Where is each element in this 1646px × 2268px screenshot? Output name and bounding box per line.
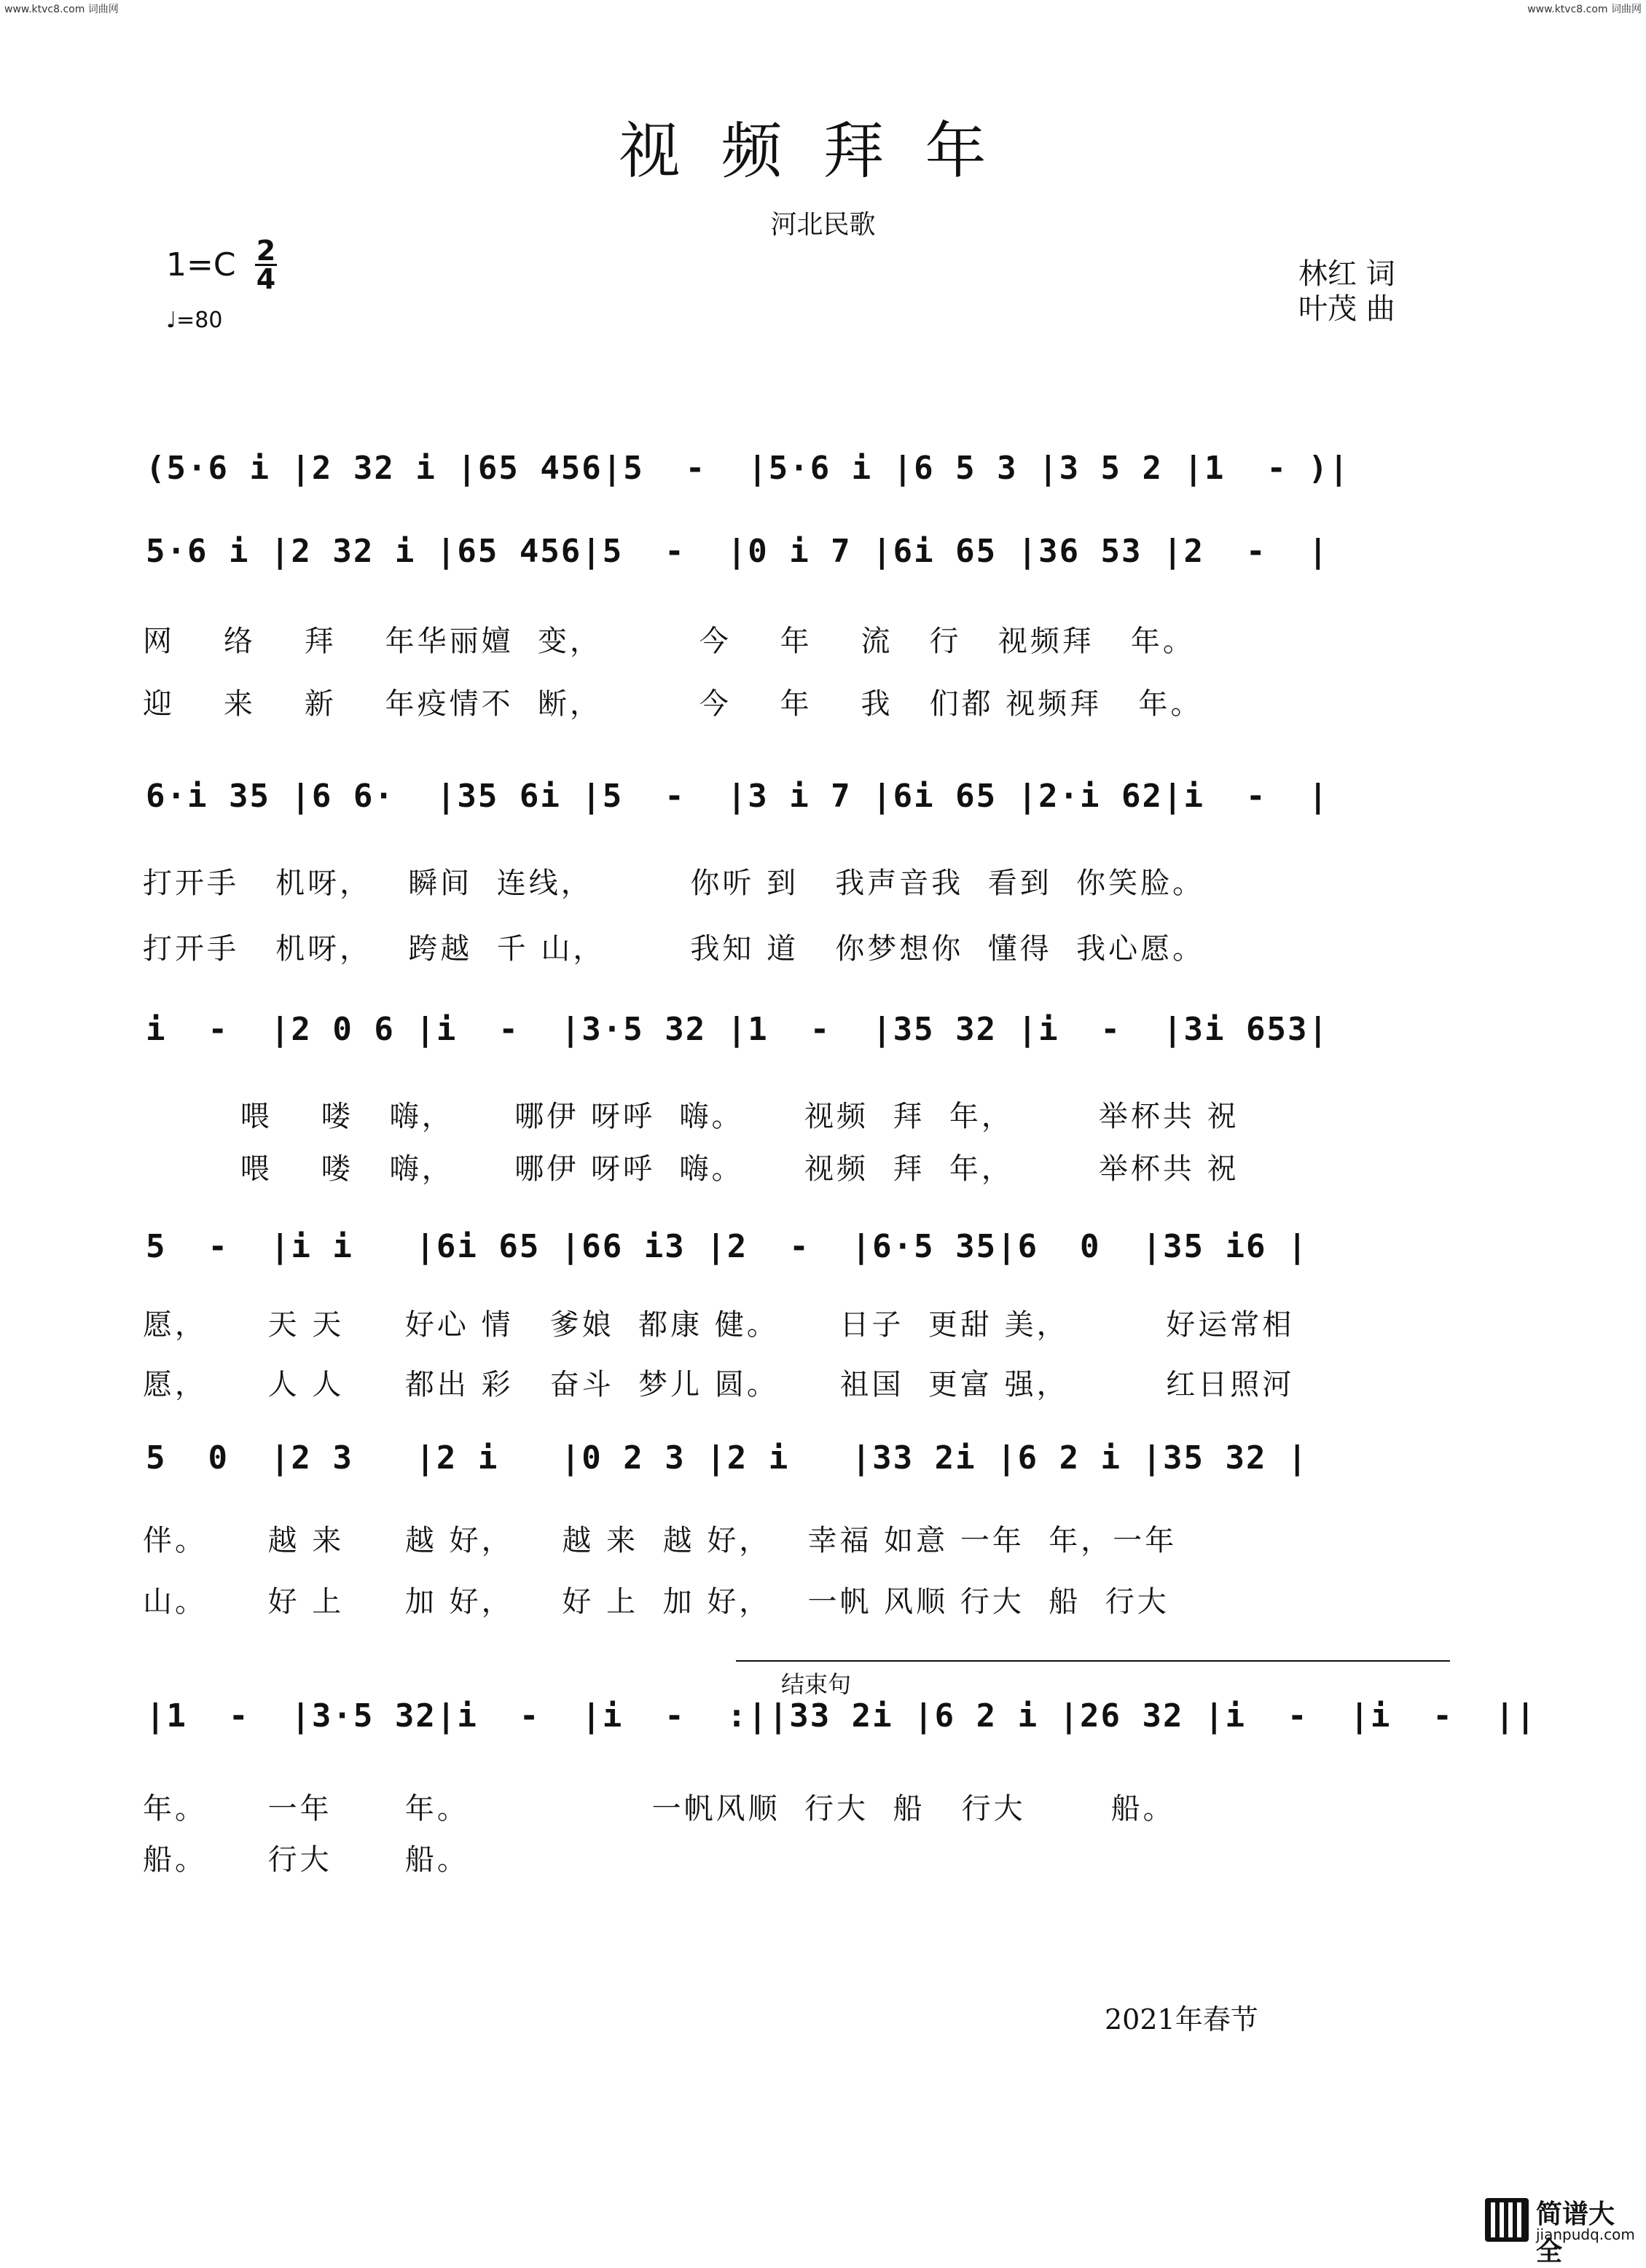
tempo-marking: ♩=80 <box>166 308 223 333</box>
notation-line-5: 5 - |i i |6i 65 |66 i3 |2 - |6·5 35|6 0 |35 i6 | <box>146 1228 1309 1265</box>
lyric-line-3-verse-1: 打开手 机呀， 瞬间 连线， 你听 到 我声音我 看到 你笑脸。 <box>143 867 1205 900</box>
piano-keys-icon <box>1485 2198 1529 2242</box>
lyric-line-2-verse-2: 迎 来 新 年疫情不 断， 今 年 我 们都 视频拜 年。 <box>143 687 1203 721</box>
lyric-line-6-verse-1: 伴。 越 来 越 好， 越 来 越 好， 幸福 如意 一年 年，一年 <box>143 1524 1177 1557</box>
logo-url: jianpudq.com <box>1536 2226 1635 2243</box>
lyric-line-4-verse-1: 喂 喽 嗨， 哪伊 呀呼 嗨。 视频 拜 年， 举杯共 祝 <box>143 1100 1239 1133</box>
lyric-line-7-verse-1: 年。 一年 年。 一帆风顺 行大 船 行大 船。 <box>143 1792 1175 1826</box>
composer-credit: 叶茂 曲 <box>1298 292 1395 326</box>
ending-bracket <box>736 1660 1450 1662</box>
corner-watermark-right: www.ktvc8.com 词曲网 <box>1527 4 1642 15</box>
lyric-line-2-verse-1: 网 络 拜 年华丽嬗 变， 今 年 流 行 视频拜 年。 <box>143 625 1195 658</box>
notation-line-1: (5·6 i |2 32 i |65 456|5 - |5·6 i |6 5 3 |3 5 2 |1 - )| <box>146 450 1350 487</box>
lyric-line-3-verse-2: 打开手 机呀， 跨越 千 山， 我知 道 你梦想你 懂得 我心愿。 <box>143 932 1205 966</box>
lyric-line-5-verse-2: 愿， 人 人 都出 彩 奋斗 梦儿 圆。 祖国 更富 强， 红日照河 <box>143 1368 1295 1401</box>
lyric-line-7-verse-2: 船。 行大 船。 <box>143 1843 469 1877</box>
logo-title: 简谱大全 <box>1536 2199 1615 2267</box>
date-note: 2021年春节 <box>1105 2003 1258 2036</box>
ending-label: 结束句 <box>781 1670 852 1698</box>
song-subtitle: 河北民歌 <box>770 210 876 240</box>
lyricist-credit: 林红 词 <box>1298 257 1395 291</box>
time-signature <box>255 235 277 295</box>
notation-line-3: 6·i 35 |6 6· |35 6i |5 - |3 i 7 |6i 65 |2·i 62|i - | <box>146 778 1329 815</box>
notation-line-7: |1 - |3·5 32|i - |i - :||33 2i |6 2 i |26 32 |i - |i - || <box>146 1697 1537 1735</box>
key-signature: 1=C <box>166 246 236 284</box>
lyric-line-4-verse-2: 喂 喽 嗨， 哪伊 呀呼 嗨。 视频 拜 年， 举杯共 祝 <box>143 1152 1239 1186</box>
notation-line-4: i - |2 0 6 |i - |3·5 32 |1 - |35 32 |i - |3i 653| <box>146 1011 1329 1048</box>
song-title: 视频拜年 <box>619 115 1027 187</box>
lyric-line-6-verse-2: 山。 好 上 加 好， 好 上 加 好， 一帆 风顺 行大 船 行大 <box>143 1585 1169 1619</box>
notation-line-6: 5 0 |2 3 |2 i |0 2 3 |2 i |33 2i |6 2 i |35 32 | <box>146 1439 1309 1477</box>
time-denominator: 4 <box>256 263 276 295</box>
corner-watermark-left: www.ktvc8.com 词曲网 <box>4 4 119 15</box>
time-numerator: 2 <box>256 235 276 267</box>
lyric-line-5-verse-1: 愿， 天 天 好心 情 爹娘 都康 健。 日子 更甜 美， 好运常相 <box>143 1308 1295 1342</box>
site-logo <box>1485 2194 1638 2267</box>
notation-line-2: 5·6 i |2 32 i |65 456|5 - |0 i 7 |6i 65 |36 53 |2 - | <box>146 533 1329 570</box>
